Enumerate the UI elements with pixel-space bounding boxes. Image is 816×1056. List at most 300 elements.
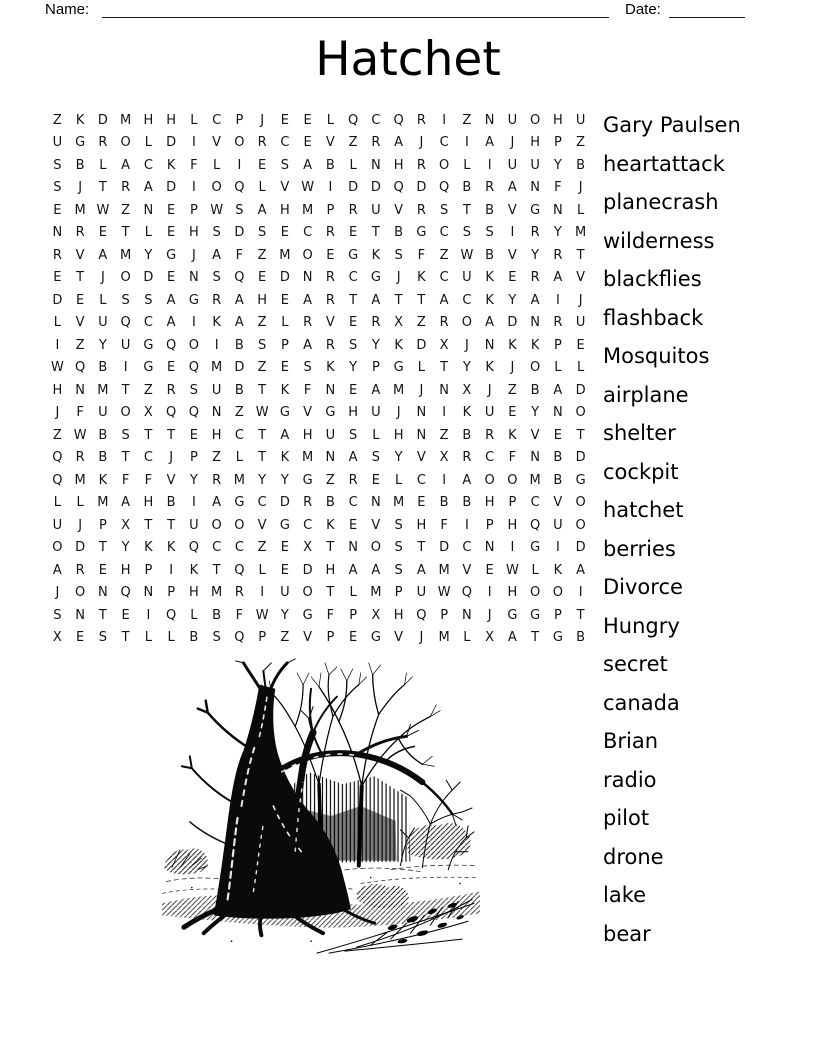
grid-cell-r3c7: F: [190, 157, 198, 173]
grid-cell-r7c1: R: [52, 247, 62, 263]
grid-cell-r3c22: U: [530, 157, 540, 173]
grid-cell-r18c11: D: [279, 495, 290, 511]
grid-cell-r15c23: E: [553, 427, 562, 443]
grid-cell-r22c13: T: [326, 585, 335, 601]
grid-cell-r12c21: J: [510, 360, 515, 376]
grid-cell-r1c1: Z: [52, 112, 62, 128]
grid-cell-r4c8: O: [211, 180, 222, 196]
grid-cell-r3c6: K: [166, 157, 176, 173]
grid-cell-r7c8: A: [212, 247, 222, 263]
grid-cell-r13c21: Z: [507, 382, 517, 398]
grid-cell-r2c4: O: [120, 135, 131, 151]
grid-cell-r8c2: T: [76, 270, 85, 286]
grid-cell-r3c18: O: [439, 157, 450, 173]
grid-cell-r1c6: H: [166, 112, 177, 128]
grid-cell-r4c23: F: [554, 180, 562, 196]
grid-cell-r6c6: E: [167, 225, 176, 241]
word-list-item: canada: [603, 690, 680, 715]
grid-cell-r8c11: D: [279, 270, 290, 286]
word-list-item: shelter: [603, 421, 676, 445]
grid-cell-r21c5: P: [144, 562, 153, 578]
word-list-item: flashback: [603, 305, 704, 330]
grid-cell-r8c3: J: [100, 270, 105, 286]
grid-cell-r10c8: K: [212, 315, 221, 331]
grid-cell-r2c3: R: [98, 135, 108, 151]
grid-cell-r24c22: T: [531, 630, 540, 646]
grid-cell-r1c2: K: [75, 112, 85, 128]
grid-cell-r3c12: A: [303, 157, 313, 173]
grid-cell-r19c20: P: [485, 517, 494, 533]
grid-cell-r19c4: X: [121, 517, 131, 533]
grid-cell-r7c13: E: [326, 247, 335, 263]
grid-cell-r19c5: T: [144, 517, 153, 533]
grid-cell-r13c17: J: [419, 382, 424, 398]
grid-cell-r8c18: C: [439, 270, 449, 286]
grid-cell-r5c7: P: [189, 202, 198, 218]
grid-cell-r23c19: N: [462, 607, 472, 623]
grid-cell-r9c4: S: [121, 292, 130, 308]
grid-cell-r13c11: K: [280, 382, 290, 398]
grid-cell-r21c7: K: [189, 562, 199, 578]
grid-cell-r12c17: L: [417, 360, 425, 376]
grid-cell-r5c18: S: [439, 202, 449, 218]
grid-cell-r7c24: T: [576, 247, 585, 263]
grid-cell-r9c1: D: [52, 292, 63, 308]
grid-cell-r21c19: V: [462, 562, 472, 578]
grid-cell-r14c23: N: [553, 405, 563, 421]
grid-cell-r17c4: F: [121, 472, 130, 488]
grid-cell-r5c21: V: [507, 202, 517, 218]
grid-cell-r23c23: P: [553, 607, 562, 623]
grid-cell-r11c19: J: [464, 337, 469, 353]
grid-cell-r13c14: E: [349, 382, 358, 398]
grid-cell-r23c11: Y: [280, 607, 289, 623]
grid-cell-r3c8: L: [213, 157, 221, 173]
grid-cell-r2c21: J: [510, 135, 515, 151]
grid-cell-r20c17: T: [417, 540, 426, 556]
grid-cell-r7c19: W: [460, 247, 474, 263]
grid-cell-r1c10: J: [260, 112, 265, 128]
grid-cell-r10c15: R: [371, 315, 381, 331]
grid-cell-r5c10: A: [257, 202, 267, 218]
grid-cell-r18c10: C: [257, 495, 267, 511]
grid-cell-r2c5: L: [144, 135, 152, 151]
grid-cell-r21c10: L: [258, 562, 266, 578]
grid-cell-r12c19: Y: [462, 360, 471, 376]
grid-cell-r17c19: A: [462, 472, 472, 488]
grid-cell-r1c8: C: [212, 112, 222, 128]
grid-cell-r15c5: T: [144, 427, 153, 443]
grid-cell-r17c6: V: [166, 472, 176, 488]
grid-cell-r18c23: V: [553, 495, 563, 511]
grid-cell-r19c19: I: [464, 517, 469, 533]
grid-cell-r13c4: T: [121, 382, 130, 398]
grid-cell-r23c22: G: [530, 607, 541, 623]
grid-cell-r18c24: O: [575, 495, 586, 511]
grid-cell-r6c13: R: [325, 225, 335, 241]
grid-cell-r6c2: R: [75, 225, 85, 241]
grid-cell-r23c1: S: [53, 607, 62, 623]
grid-cell-r4c15: D: [370, 180, 381, 196]
grid-cell-r4c1: S: [53, 180, 62, 196]
grid-cell-r19c13: K: [326, 517, 335, 533]
grid-cell-r19c1: U: [52, 517, 63, 533]
grid-cell-r7c17: F: [417, 247, 426, 263]
grid-cell-r7c2: V: [75, 247, 85, 263]
grid-cell-r18c4: A: [121, 495, 131, 511]
grid-cell-r20c3: T: [98, 540, 107, 556]
name-fill-in-line[interactable]: [102, 2, 609, 18]
grid-cell-r4c6: D: [166, 180, 177, 196]
grid-cell-r24c13: P: [326, 630, 335, 646]
grid-cell-r1c14: Q: [348, 112, 359, 128]
grid-cell-r14c17: N: [416, 405, 427, 421]
forest-illustration: [162, 656, 480, 959]
word-list-item: blackflies: [603, 267, 702, 291]
grid-cell-r12c10: Z: [257, 360, 267, 376]
grid-cell-r16c14: A: [348, 450, 358, 466]
grid-cell-r14c22: Y: [531, 405, 540, 421]
grid-cell-r10c13: V: [325, 315, 335, 331]
grid-cell-r2c8: V: [212, 135, 222, 151]
grid-cell-r23c8: B: [212, 607, 222, 623]
grid-cell-r16c4: T: [121, 450, 130, 466]
grid-cell-r6c1: N: [52, 225, 63, 241]
grid-cell-r5c11: H: [279, 202, 290, 218]
grid-cell-r16c10: T: [258, 450, 267, 466]
grid-cell-r10c23: R: [553, 315, 563, 331]
grid-cell-r7c4: M: [120, 247, 132, 263]
grid-cell-r9c7: G: [188, 292, 199, 308]
grid-cell-r16c2: R: [75, 450, 85, 466]
grid-cell-r4c24: J: [578, 180, 583, 196]
grid-cell-r8c12: N: [302, 270, 313, 286]
grid-cell-r10c16: X: [394, 315, 404, 331]
grid-cell-r10c10: Z: [257, 315, 267, 331]
grid-cell-r18c12: R: [303, 495, 313, 511]
grid-cell-r13c13: N: [325, 382, 336, 398]
grid-cell-r21c4: H: [120, 562, 131, 578]
grid-cell-r16c24: D: [575, 450, 586, 466]
grid-cell-r21c9: Q: [234, 562, 245, 578]
grid-cell-r6c24: M: [575, 225, 587, 241]
grid-cell-r14c24: O: [575, 405, 586, 421]
grid-cell-r3c21: U: [507, 157, 518, 173]
grid-cell-r11c10: S: [257, 337, 267, 353]
grid-cell-r22c8: M: [211, 585, 223, 601]
grid-cell-r17c20: O: [484, 472, 495, 488]
grid-cell-r24c24: B: [576, 630, 586, 646]
grid-cell-r22c7: H: [188, 585, 199, 601]
grid-cell-r12c6: E: [167, 360, 176, 376]
grid-cell-r24c4: T: [121, 630, 130, 646]
grid-cell-r2c24: Z: [576, 135, 586, 151]
grid-cell-r8c17: K: [417, 270, 426, 286]
grid-cell-r23c18: P: [440, 607, 449, 623]
grid-cell-r15c9: C: [234, 427, 244, 443]
grid-cell-r1c4: M: [120, 112, 132, 128]
grid-cell-r12c18: T: [440, 360, 449, 376]
grid-cell-r9c17: T: [417, 292, 426, 308]
grid-cell-r5c16: V: [394, 202, 404, 218]
grid-cell-r1c16: Q: [393, 112, 404, 128]
grid-cell-r23c4: E: [121, 607, 130, 623]
grid-cell-r8c24: V: [576, 270, 586, 286]
grid-cell-r11c20: N: [484, 337, 495, 353]
grid-cell-r9c24: J: [578, 292, 583, 308]
grid-cell-r17c2: M: [74, 472, 86, 488]
grid-cell-r6c10: S: [257, 225, 267, 241]
grid-cell-r20c9: C: [234, 540, 244, 556]
grid-cell-r6c8: S: [212, 225, 221, 241]
grid-cell-r22c24: I: [578, 585, 583, 601]
grid-cell-r15c17: N: [416, 427, 427, 443]
grid-cell-r2c10: R: [257, 135, 267, 151]
grid-cell-r18c8: A: [212, 495, 222, 511]
grid-cell-r12c14: Y: [349, 360, 358, 376]
grid-cell-r16c9: L: [235, 450, 243, 466]
grid-cell-r9c10: H: [257, 292, 268, 308]
grid-cell-r10c14: E: [349, 315, 358, 331]
grid-cell-r22c12: O: [302, 585, 313, 601]
word-list-item: wilderness: [603, 228, 715, 253]
grid-cell-r9c15: A: [371, 292, 381, 308]
grid-cell-r12c16: G: [393, 360, 404, 376]
grid-cell-r13c8: U: [211, 382, 222, 398]
grid-cell-r3c20: I: [487, 157, 492, 173]
grid-cell-r9c11: E: [280, 292, 289, 308]
grid-cell-r10c24: U: [575, 315, 586, 331]
grid-cell-r24c15: G: [370, 630, 381, 646]
grid-cell-r21c22: L: [531, 562, 539, 578]
grid-cell-r12c2: Q: [75, 360, 86, 376]
date-label: Date:: [625, 1, 661, 18]
grid-cell-r6c12: C: [303, 225, 313, 241]
grid-cell-r20c22: G: [530, 540, 541, 556]
grid-cell-r20c16: S: [394, 540, 403, 556]
grid-cell-r22c20: I: [487, 585, 492, 601]
grid-cell-r24c19: L: [463, 630, 471, 646]
grid-cell-r14c4: O: [120, 405, 131, 421]
grid-cell-r10c5: C: [143, 315, 153, 331]
left-bush: [164, 848, 208, 874]
grid-cell-r2c13: V: [325, 135, 335, 151]
grid-cell-r2c22: H: [530, 135, 541, 151]
grid-cell-r9c21: Y: [508, 292, 517, 308]
grid-cell-r14c18: I: [442, 405, 447, 421]
grid-cell-r19c11: G: [279, 517, 290, 533]
grid-cell-r11c6: Q: [166, 337, 177, 353]
grid-cell-r5c24: L: [577, 202, 585, 218]
grid-cell-r5c12: M: [302, 202, 314, 218]
grid-cell-r24c7: B: [189, 630, 199, 646]
grid-cell-r5c13: P: [326, 202, 335, 218]
grid-cell-r23c15: X: [371, 607, 381, 623]
grid-cell-r10c4: Q: [120, 315, 131, 331]
grid-cell-r17c16: L: [395, 472, 403, 488]
grid-cell-r17c5: F: [144, 472, 153, 488]
grid-cell-r7c12: O: [302, 247, 313, 263]
grid-cell-r13c16: M: [393, 382, 405, 398]
grid-cell-r19c24: O: [575, 517, 586, 533]
grid-cell-r15c1: Z: [52, 427, 62, 443]
grid-cell-r9c22: A: [530, 292, 540, 308]
grid-cell-r16c5: C: [143, 450, 153, 466]
grid-cell-r9c6: A: [166, 292, 176, 308]
grid-cell-r13c2: N: [75, 382, 85, 398]
grid-cell-r23c17: Q: [416, 607, 427, 623]
grid-cell-r10c6: A: [166, 315, 176, 331]
grid-cell-r24c16: V: [394, 630, 404, 646]
grid-cell-r20c12: X: [303, 540, 313, 556]
grid-cell-r11c4: U: [120, 337, 131, 353]
grid-cell-r4c16: Q: [393, 180, 404, 196]
grid-cell-r3c23: Y: [553, 157, 562, 173]
grid-cell-r18c19: B: [462, 495, 472, 511]
grid-cell-r11c15: Y: [371, 337, 380, 353]
grid-cell-r1c24: U: [575, 112, 586, 128]
grid-cell-r14c15: U: [371, 405, 381, 421]
grid-cell-r19c6: T: [167, 517, 176, 533]
grid-cell-r18c18: B: [439, 495, 449, 511]
grid-cell-r19c18: F: [440, 517, 448, 533]
grid-cell-r2c12: E: [303, 135, 312, 151]
grid-cell-r14c13: G: [325, 405, 336, 421]
grid-cell-r24c12: V: [303, 630, 313, 646]
grid-cell-r3c10: E: [258, 157, 267, 173]
grid-cell-r9c3: L: [99, 292, 107, 308]
grid-cell-r7c5: Y: [144, 247, 153, 263]
grid-cell-r9c20: K: [485, 292, 494, 308]
grid-cell-r24c20: X: [485, 630, 495, 646]
grid-cell-r7c15: K: [371, 247, 381, 263]
grid-cell-r5c2: M: [74, 202, 86, 218]
grid-cell-r18c16: M: [393, 495, 405, 511]
grid-cell-r2c11: C: [280, 135, 290, 151]
grid-cell-r6c14: E: [349, 225, 358, 241]
grid-cell-r2c19: I: [464, 135, 469, 151]
grid-cell-r17c3: K: [98, 472, 108, 488]
grid-cell-r14c3: U: [98, 405, 108, 421]
grid-cell-r1c13: L: [326, 112, 334, 128]
grid-cell-r8c8: S: [212, 270, 221, 286]
grid-cell-r4c14: D: [348, 180, 359, 196]
grid-cell-r14c5: X: [143, 405, 153, 421]
grid-cell-r12c5: G: [143, 360, 154, 376]
grid-cell-r10c12: R: [303, 315, 313, 331]
grid-cell-r7c11: M: [279, 247, 291, 263]
grid-cell-r23c2: N: [75, 607, 85, 623]
grid-cell-r17c15: E: [371, 472, 380, 488]
grid-cell-r24c3: S: [98, 630, 107, 646]
grid-cell-r9c8: R: [212, 292, 222, 308]
grid-cell-r2c16: A: [394, 135, 404, 151]
grid-cell-r1c7: L: [190, 112, 198, 128]
grid-cell-r8c6: E: [167, 270, 176, 286]
grid-cell-r16c16: Y: [394, 450, 403, 466]
grid-cell-r6c22: R: [530, 225, 540, 241]
grid-cell-r10c19: O: [461, 315, 472, 331]
grid-cell-r11c12: A: [303, 337, 313, 353]
grid-cell-r9c9: A: [234, 292, 244, 308]
grid-cell-r4c11: V: [280, 180, 290, 196]
grid-cell-r6c3: E: [98, 225, 107, 241]
grid-cell-r21c15: A: [371, 562, 381, 578]
grid-cell-r14c7: Q: [188, 405, 199, 421]
grid-cell-r19c15: V: [371, 517, 381, 533]
grid-cell-r6c23: Y: [553, 225, 562, 241]
grid-cell-r22c4: Q: [120, 585, 131, 601]
grid-cell-r1c9: P: [235, 112, 244, 128]
grid-cell-r15c21: K: [508, 427, 517, 443]
grid-cell-r17c8: R: [212, 472, 222, 488]
grid-cell-r18c2: L: [76, 495, 84, 511]
grid-cell-r15c6: T: [167, 427, 176, 443]
grid-cell-r22c3: N: [98, 585, 108, 601]
grid-cell-r24c18: M: [438, 630, 450, 646]
grid-cell-r12c24: L: [577, 360, 585, 376]
grid-cell-r16c17: V: [416, 450, 426, 466]
grid-cell-r11c22: K: [530, 337, 540, 353]
grid-cell-r1c22: O: [530, 112, 541, 128]
grid-cell-r15c7: E: [189, 427, 198, 443]
grid-cell-r20c6: K: [166, 540, 176, 556]
grid-cell-r8c19: U: [462, 270, 472, 286]
grid-cell-r4c9: Q: [234, 180, 245, 196]
grid-cell-r5c20: B: [485, 202, 495, 218]
grid-cell-r17c1: Q: [52, 472, 63, 488]
grid-cell-r18c22: C: [530, 495, 540, 511]
grid-cell-r3c24: B: [576, 157, 586, 173]
grid-cell-r16c6: J: [169, 450, 174, 466]
grid-cell-r12c20: K: [485, 360, 494, 376]
grid-cell-r6c5: L: [144, 225, 152, 241]
grid-cell-r14c6: Q: [166, 405, 177, 421]
grid-cell-r13c10: T: [258, 382, 267, 398]
grid-cell-r7c16: S: [394, 247, 403, 263]
grid-cell-r16c1: Q: [52, 450, 63, 466]
word-list-item: hatchet: [603, 498, 684, 522]
grid-cell-r13c15: A: [371, 382, 381, 398]
grid-cell-r22c22: O: [530, 585, 541, 601]
grid-cell-r15c24: T: [576, 427, 585, 443]
grid-cell-r11c24: E: [576, 337, 585, 353]
grid-cell-r22c18: W: [437, 585, 451, 601]
grid-cell-r23c21: G: [507, 607, 518, 623]
word-list-item: Mosquitos: [603, 344, 710, 368]
grid-cell-r18c14: C: [348, 495, 358, 511]
grid-cell-r10c9: A: [234, 315, 244, 331]
grid-cell-r4c13: I: [328, 180, 333, 196]
grid-cell-r23c20: J: [487, 607, 492, 623]
grid-cell-r12c7: Q: [188, 360, 199, 376]
grid-cell-r18c20: H: [484, 495, 495, 511]
grid-cell-r5c23: N: [553, 202, 563, 218]
grid-cell-r12c13: K: [326, 360, 335, 376]
grid-cell-r13c22: B: [530, 382, 540, 398]
grid-cell-r20c1: O: [52, 540, 63, 556]
grid-cell-r18c7: I: [191, 495, 196, 511]
grid-cell-r2c23: P: [553, 135, 562, 151]
grid-cell-r23c5: I: [146, 607, 151, 623]
grid-cell-r19c8: O: [211, 517, 222, 533]
grid-cell-r3c1: S: [53, 157, 62, 173]
date-fill-in-line[interactable]: [669, 2, 745, 18]
grid-cell-r5c8: W: [210, 202, 224, 218]
grid-cell-r3c19: L: [463, 157, 471, 173]
grid-cell-r22c15: M: [370, 585, 382, 601]
grid-cell-r20c13: T: [326, 540, 335, 556]
